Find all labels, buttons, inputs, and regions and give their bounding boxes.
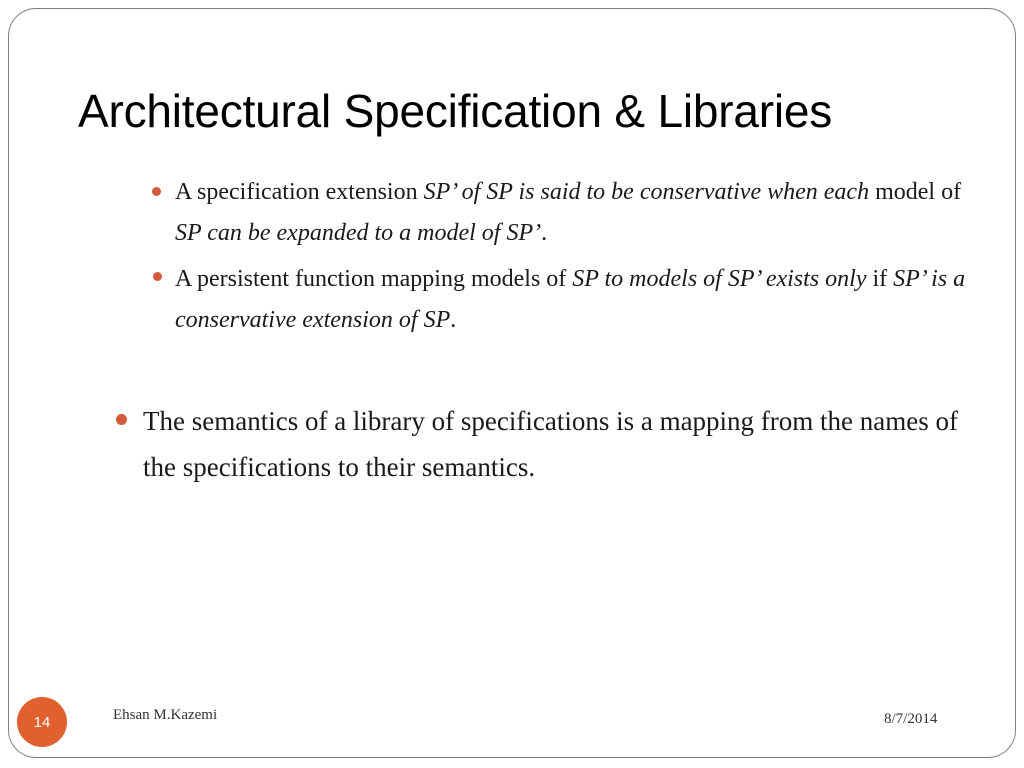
bullet-text: if — [866, 266, 894, 292]
bullet-text: The semantics of a library of specifications is a mapping from the names of the specifications to their semantics. — [143, 406, 958, 482]
bullet-text: . — [450, 307, 457, 333]
footer-date: 8/7/2014 — [884, 711, 938, 727]
bullet-library-semantics — [143, 398, 983, 490]
bullet-text-italic: SP’ of SP is said to be conservative when each — [423, 179, 870, 205]
bullet-text: model of — [869, 179, 962, 205]
bullet-text: A persistent function mapping models of — [175, 266, 573, 292]
page-number-badge: 14 — [17, 697, 67, 747]
bullet-dot-icon — [152, 187, 161, 196]
bullet-dot-icon — [116, 414, 127, 425]
slide-title: Architectural Specification & Libraries — [78, 85, 833, 137]
bullet-text: . — [541, 220, 548, 246]
bullet-text-italic: SP can be expanded to a model of SP’ — [175, 220, 542, 246]
bullet-conservative-extension — [175, 172, 975, 254]
bullet-text-italic: SP’ is a conservative extension of SP — [175, 266, 966, 333]
bullet-dot-icon — [153, 272, 162, 281]
bullet-text-italic: SP to models of SP’ exists only — [572, 266, 867, 292]
footer-author: Ehsan M.Kazemi — [113, 707, 218, 723]
bullet-text: A specification extension — [175, 179, 424, 205]
bullet-persistent-function — [175, 259, 975, 341]
